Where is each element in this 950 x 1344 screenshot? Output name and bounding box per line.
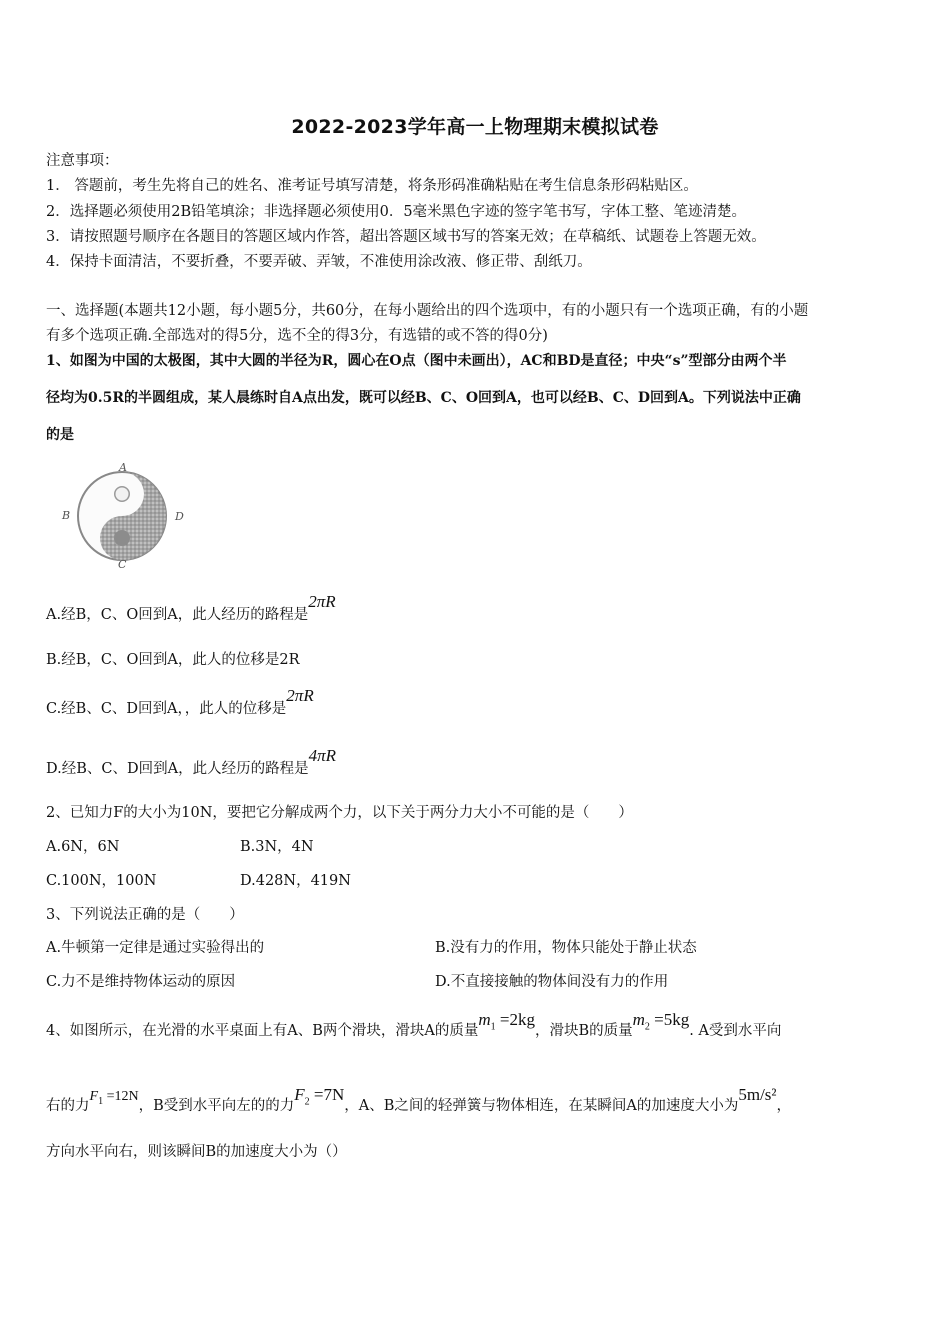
notice-header: 注意事项： xyxy=(46,153,119,169)
q1-stem: 1、如图为中国的太极图，其中大圆的半径为R，圆心在O点（图中未画出），AC和BD是直径；中央“s”型部分由两个半 xyxy=(46,353,787,369)
q1-option-d: D.经B、C、D回到A，此人经历的路程是4πR xyxy=(46,746,336,777)
q4-stem: 4、如图所示，在光滑的水平桌面上有A、B两个滑块，滑块A的质量$m_1 =2kg$，滑块B的质量$m_2 =5kg$. A受到水平向 xyxy=(46,1010,782,1039)
q2-option-c: C.100N，100N xyxy=(46,873,157,889)
q2-stem: 2、已知力F的大小为10N，要把它分解成两个力，以下关于两分力大小不可能的是（ ） xyxy=(46,805,633,821)
notice-item: 2．选择题必须使用2B铅笔填涂；非选择题必须使用0．5毫米黑色字迹的签字笔书写，字体工整、笔迹清楚。 xyxy=(46,204,747,220)
notice-item: 1． 答题前，考生先将自己的姓名、准考证号填写清楚，将条形码准确粘贴在考生信息条形码粘贴区。 xyxy=(46,178,698,194)
q3-stem: 3、下列说法正确的是（ ） xyxy=(46,907,244,923)
q4-stem-cont: 右的力$F_1 =12N$，B受到水平向左的的力$F_2 =7N$，A、B之间的轻弹簧与物体相连，在某瞬间A的加速度大小为5m/s²， xyxy=(46,1085,792,1114)
point-d-label: D xyxy=(175,510,184,523)
q3-option-b: B.没有力的作用，物体只能处于静止状态 xyxy=(435,940,697,956)
notice-item: 4．保持卡面清洁，不要折叠，不要弄破、弄皱，不准使用涂改液、修正带、刮纸刀。 xyxy=(46,254,592,270)
q1-stem-end: 的是 xyxy=(46,427,74,443)
q2-option-b: B.3N，4N xyxy=(240,839,314,855)
q3-option-d: D.不直接接触的物体间没有力的作用 xyxy=(435,974,669,990)
section-heading-cont: 有多个选项正确.全部选对的得5分，选不全的得3分，有选错的或不答的得0分) xyxy=(46,328,548,344)
page-title: 2022-2023学年高一上物理期末模拟试卷 xyxy=(291,116,659,138)
notice-item: 3．请按照题号顺序在各题目的答题区域内作答，超出答题区域书写的答案无效；在草稿纸、试题卷上答题无效。 xyxy=(46,229,766,245)
point-c-label: C xyxy=(118,558,127,570)
q4-stem-end: 方向水平向右，则该瞬间B的加速度大小为（） xyxy=(46,1144,347,1160)
point-b-label: B xyxy=(62,509,71,522)
q1-option-b: B.经B，C、O回到A，此人的位移是2R xyxy=(46,652,300,668)
q2-option-a: A.6N，6N xyxy=(46,839,120,855)
point-a-label: A xyxy=(119,462,127,474)
q1-option-c: C.经B、C、D回到A，，此人的位移是2πR xyxy=(46,686,314,717)
q1-stem-cont: 径均为0.5R的半圆组成，某人晨练时自A点出发，既可以经B、C、O回到A，也可以经B、C、D回到A。下列说法中正确 xyxy=(46,390,801,406)
section-heading: 一、选择题(本题共12小题，每小题5分，共60分，在每小题给出的四个选项中，有的小题只有一个选项正确，有的小题 xyxy=(46,303,809,319)
q3-option-a: A.牛顿第一定律是通过实验得出的 xyxy=(46,940,265,956)
q2-option-d: D.428N，419N xyxy=(240,873,351,889)
q1-option-a: A.经B，C、O回到A，此人经历的路程是2πR xyxy=(46,592,336,623)
taiji-figure xyxy=(56,462,191,570)
q3-option-c: C.力不是维持物体运动的原因 xyxy=(46,974,236,990)
